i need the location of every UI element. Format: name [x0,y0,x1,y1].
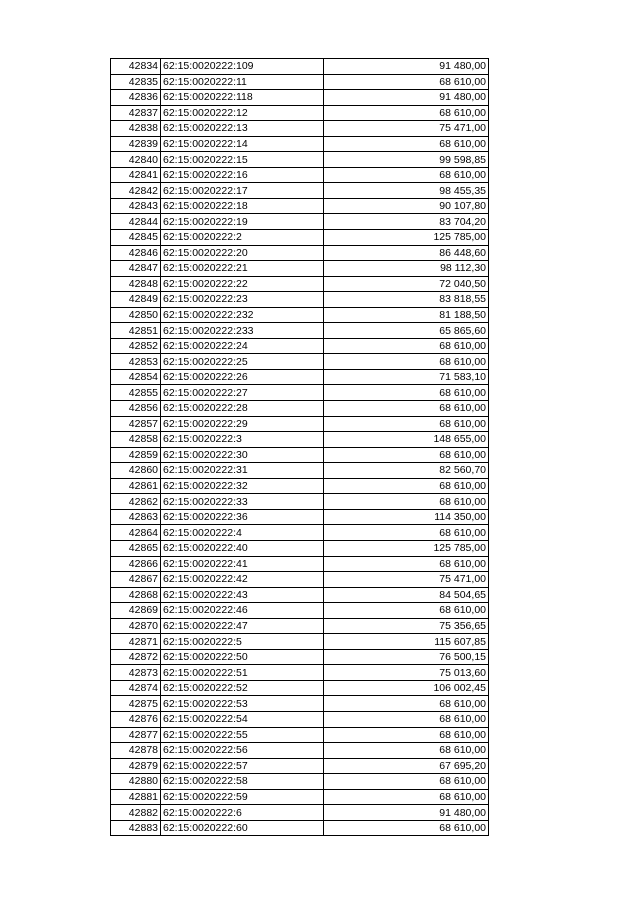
cadastral-value: 68 610,00 [324,167,489,183]
row-number: 42834 [111,59,161,75]
cadastral-value: 125 785,00 [324,230,489,246]
table-row [111,105,489,121]
row-number: 42847 [111,261,161,277]
cadastral-number: 62:15:0020222:233 [161,323,324,339]
table-row [111,369,489,385]
cadastral-value: 68 610,00 [324,556,489,572]
cadastral-number: 62:15:0020222:52 [161,680,324,696]
cadastral-number: 62:15:0020222:59 [161,789,324,805]
table-row [111,649,489,665]
cadastral-number: 62:15:0020222:4 [161,525,324,541]
cadastral-number: 62:15:0020222:46 [161,603,324,619]
row-number: 42837 [111,105,161,121]
table-row [111,261,489,277]
table-row [111,385,489,401]
table-row [111,711,489,727]
row-number: 42865 [111,540,161,556]
table-row [111,696,489,712]
row-number: 42866 [111,556,161,572]
cadastral-number: 62:15:0020222:30 [161,447,324,463]
row-number: 42846 [111,245,161,261]
cadastral-number: 62:15:0020222:57 [161,758,324,774]
table-row [111,416,489,432]
table-row [111,634,489,650]
table-row [111,276,489,292]
cadastral-value: 68 610,00 [324,727,489,743]
row-number: 42876 [111,711,161,727]
table-row [111,152,489,168]
cadastral-value: 68 610,00 [324,74,489,90]
row-number: 42848 [111,276,161,292]
table-row [111,525,489,541]
row-number: 42845 [111,230,161,246]
cadastral-value: 72 040,50 [324,276,489,292]
cadastral-number: 62:15:0020222:11 [161,74,324,90]
table-row [111,307,489,323]
cadastral-value: 68 610,00 [324,774,489,790]
table-row [111,540,489,556]
table-row [111,743,489,759]
row-number: 42838 [111,121,161,137]
table-row [111,245,489,261]
row-number: 42839 [111,136,161,152]
cadastral-number: 62:15:0020222:41 [161,556,324,572]
row-number: 42882 [111,805,161,821]
cadastral-number: 62:15:0020222:109 [161,59,324,75]
cadastral-value: 68 610,00 [324,743,489,759]
row-number: 42863 [111,509,161,525]
table-row [111,214,489,230]
table-row [111,323,489,339]
cadastral-value: 68 610,00 [324,478,489,494]
table-row [111,447,489,463]
row-number: 42854 [111,369,161,385]
cadastral-number: 62:15:0020222:56 [161,743,324,759]
cadastral-value: 67 695,20 [324,758,489,774]
row-number: 42873 [111,665,161,681]
cadastral-number: 62:15:0020222:22 [161,276,324,292]
table-row [111,494,489,510]
table-row [111,572,489,588]
table-row [111,136,489,152]
table-row [111,758,489,774]
row-number: 42841 [111,167,161,183]
cadastral-value: 98 455,35 [324,183,489,199]
cadastral-number: 62:15:0020222:50 [161,649,324,665]
cadastral-number: 62:15:0020222:47 [161,618,324,634]
row-number: 42870 [111,618,161,634]
table-row [111,183,489,199]
cadastral-number: 62:15:0020222:58 [161,774,324,790]
cadastral-value: 115 607,85 [324,634,489,650]
cadastral-number: 62:15:0020222:14 [161,136,324,152]
table-row [111,509,489,525]
cadastral-number: 62:15:0020222:13 [161,121,324,137]
cadastral-value: 83 818,55 [324,292,489,308]
cadastral-number: 62:15:0020222:43 [161,587,324,603]
cadastral-value: 99 598,85 [324,152,489,168]
cadastral-value: 81 188,50 [324,307,489,323]
cadastral-number: 62:15:0020222:28 [161,401,324,417]
cadastral-value: 68 610,00 [324,696,489,712]
cadastral-number: 62:15:0020222:42 [161,572,324,588]
table-row [111,74,489,90]
cadastral-number: 62:15:0020222:26 [161,369,324,385]
table-row [111,556,489,572]
row-number: 42881 [111,789,161,805]
cadastral-value: 68 610,00 [324,354,489,370]
cadastral-number: 62:15:0020222:53 [161,696,324,712]
table-row [111,587,489,603]
row-number: 42864 [111,525,161,541]
table-row [111,167,489,183]
cadastral-value: 68 610,00 [324,447,489,463]
row-number: 42862 [111,494,161,510]
cadastral-number: 62:15:0020222:21 [161,261,324,277]
row-number: 42869 [111,603,161,619]
cadastral-value: 71 583,10 [324,369,489,385]
cadastral-value: 125 785,00 [324,540,489,556]
table-row [111,338,489,354]
row-number: 42844 [111,214,161,230]
row-number: 42880 [111,774,161,790]
cadastral-number: 62:15:0020222:24 [161,338,324,354]
table-row [111,90,489,106]
cadastral-value: 82 560,70 [324,463,489,479]
cadastral-value: 68 610,00 [324,789,489,805]
table-row [111,463,489,479]
row-number: 42883 [111,820,161,836]
cadastral-number: 62:15:0020222:32 [161,478,324,494]
row-number: 42879 [111,758,161,774]
cadastral-number: 62:15:0020222:25 [161,354,324,370]
table-row [111,354,489,370]
row-number: 42842 [111,183,161,199]
cadastral-number: 62:15:0020222:27 [161,385,324,401]
cadastral-value: 68 610,00 [324,385,489,401]
row-number: 42860 [111,463,161,479]
row-number: 42836 [111,90,161,106]
cadastral-number: 62:15:0020222:6 [161,805,324,821]
cadastral-value: 68 610,00 [324,136,489,152]
cadastral-number: 62:15:0020222:55 [161,727,324,743]
cadastral-number: 62:15:0020222:31 [161,463,324,479]
cadastral-value: 76 500,15 [324,649,489,665]
cadastral-number: 62:15:0020222:18 [161,198,324,214]
row-number: 42877 [111,727,161,743]
cadastral-value: 68 610,00 [324,416,489,432]
cadastral-value-table [110,58,489,836]
cadastral-number: 62:15:0020222:5 [161,634,324,650]
cadastral-value: 68 610,00 [324,338,489,354]
row-number: 42878 [111,743,161,759]
cadastral-number: 62:15:0020222:118 [161,90,324,106]
cadastral-value: 68 610,00 [324,525,489,541]
cadastral-value: 86 448,60 [324,245,489,261]
cadastral-number: 62:15:0020222:17 [161,183,324,199]
row-number: 42853 [111,354,161,370]
cadastral-value: 68 610,00 [324,603,489,619]
cadastral-number: 62:15:0020222:15 [161,152,324,168]
cadastral-value: 75 013,60 [324,665,489,681]
row-number: 42867 [111,572,161,588]
cadastral-value: 75 356,65 [324,618,489,634]
cadastral-number: 62:15:0020222:33 [161,494,324,510]
row-number: 42855 [111,385,161,401]
cadastral-value: 106 002,45 [324,680,489,696]
row-number: 42859 [111,447,161,463]
table-row [111,618,489,634]
row-number: 42840 [111,152,161,168]
row-number: 42852 [111,338,161,354]
cadastral-value: 148 655,00 [324,432,489,448]
table-row [111,774,489,790]
cadastral-number: 62:15:0020222:36 [161,509,324,525]
cadastral-value: 83 704,20 [324,214,489,230]
cadastral-number: 62:15:0020222:16 [161,167,324,183]
table-row [111,665,489,681]
cadastral-value: 91 480,00 [324,90,489,106]
row-number: 42874 [111,680,161,696]
cadastral-value: 68 610,00 [324,494,489,510]
cadastral-value: 68 610,00 [324,711,489,727]
cadastral-value: 68 610,00 [324,105,489,121]
table-row [111,789,489,805]
cadastral-value: 98 112,30 [324,261,489,277]
row-number: 42872 [111,649,161,665]
row-number: 42871 [111,634,161,650]
cadastral-value: 68 610,00 [324,820,489,836]
row-number: 42875 [111,696,161,712]
cadastral-value: 75 471,00 [324,572,489,588]
cadastral-value: 75 471,00 [324,121,489,137]
row-number: 42851 [111,323,161,339]
table-body [111,59,489,836]
table-row [111,478,489,494]
table-row [111,820,489,836]
row-number: 42857 [111,416,161,432]
cadastral-number: 62:15:0020222:60 [161,820,324,836]
table-row [111,230,489,246]
table-row [111,292,489,308]
cadastral-number: 62:15:0020222:20 [161,245,324,261]
row-number: 42856 [111,401,161,417]
cadastral-number: 62:15:0020222:23 [161,292,324,308]
cadastral-number: 62:15:0020222:12 [161,105,324,121]
row-number: 42858 [111,432,161,448]
table-row [111,805,489,821]
cadastral-number: 62:15:0020222:19 [161,214,324,230]
table-row [111,727,489,743]
cadastral-number: 62:15:0020222:232 [161,307,324,323]
cadastral-number: 62:15:0020222:3 [161,432,324,448]
row-number: 42861 [111,478,161,494]
table-row [111,198,489,214]
row-number: 42850 [111,307,161,323]
cadastral-number: 62:15:0020222:40 [161,540,324,556]
row-number: 42868 [111,587,161,603]
cadastral-number: 62:15:0020222:54 [161,711,324,727]
table-row [111,603,489,619]
row-number: 42849 [111,292,161,308]
row-number: 42843 [111,198,161,214]
cadastral-value: 114 350,00 [324,509,489,525]
cadastral-value: 90 107,80 [324,198,489,214]
cadastral-value: 91 480,00 [324,59,489,75]
table-row [111,401,489,417]
row-number: 42835 [111,74,161,90]
cadastral-value: 91 480,00 [324,805,489,821]
cadastral-value: 65 865,60 [324,323,489,339]
cadastral-number: 62:15:0020222:51 [161,665,324,681]
cadastral-value: 68 610,00 [324,401,489,417]
table-row [111,680,489,696]
cadastral-value: 84 504,65 [324,587,489,603]
cadastral-number: 62:15:0020222:2 [161,230,324,246]
cadastral-number: 62:15:0020222:29 [161,416,324,432]
table-row [111,121,489,137]
table-row [111,432,489,448]
table-row [111,59,489,75]
